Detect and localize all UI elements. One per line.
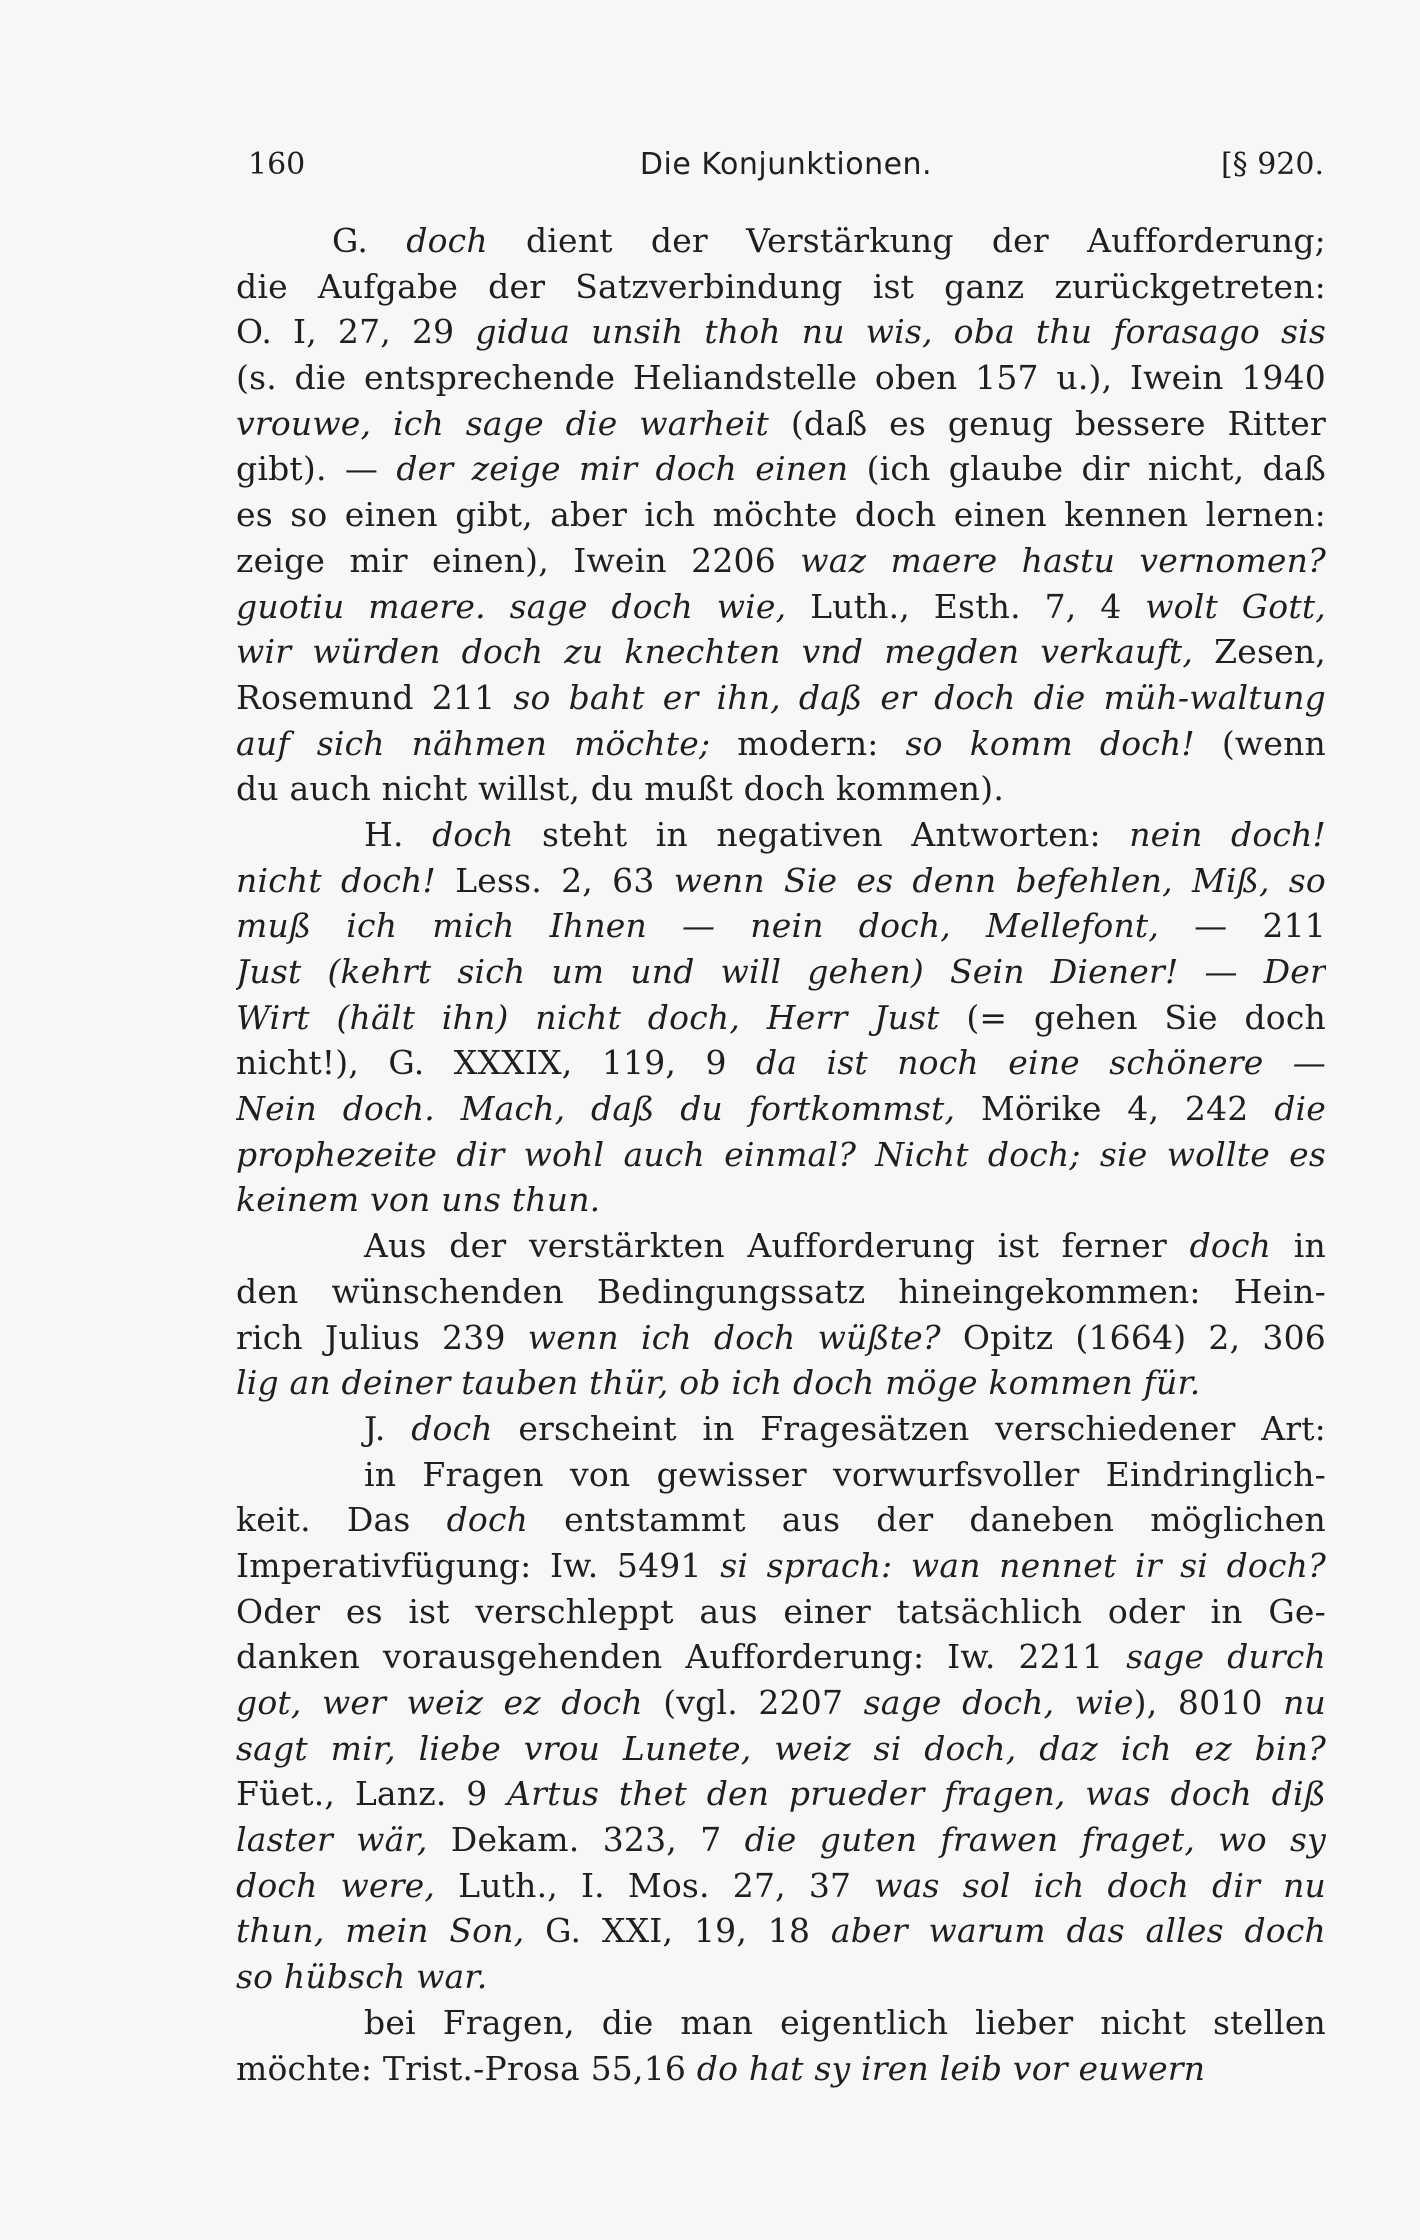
- text-line: [236, 1086, 1326, 1132]
- text-run: rich Julius 239: [236, 1317, 528, 1357]
- text-run: nicht!), G. XXXIX, 119, 9: [236, 1043, 756, 1083]
- text-run: in Fragen von gewisser vorwurfsvoller Eindringlich-: [364, 1454, 1326, 1494]
- text-line: [236, 1817, 1326, 1863]
- italic-quote: sage durch: [1126, 1637, 1326, 1677]
- text-line: [236, 1040, 1326, 1086]
- text-line: [236, 309, 1326, 355]
- italic-quote: prophezeite dir wohl auch einmal? Nicht doch; sie wollte es: [236, 1134, 1326, 1174]
- text-run: H.: [364, 814, 433, 854]
- text-run: (vgl. 2207: [642, 1683, 864, 1722]
- italic-quote: Just (kehrt sich um und will gehen) Sein Diener! — Der: [236, 952, 1326, 991]
- text-line: [236, 629, 1326, 675]
- text-line: [236, 721, 1326, 767]
- italic-quote: so komm doch!: [905, 723, 1195, 763]
- text-run: Luth., I. Mos. 27, 37: [435, 1865, 875, 1905]
- text-line: [236, 858, 1326, 904]
- text-run: Rosemund 211: [236, 677, 514, 717]
- text-line: [236, 1497, 1326, 1543]
- body-text: [236, 218, 1326, 2091]
- text-line: [236, 1954, 1326, 2000]
- text-line: [236, 1360, 1326, 1406]
- text-line: [236, 995, 1326, 1041]
- text-line: [236, 1406, 1326, 1452]
- text-run: in: [1271, 1226, 1326, 1266]
- italic-quote: Wirt (hält ihn) nicht doch, Herr Just: [236, 997, 940, 1037]
- italic-quote: sagt mir, liebe vrou Lunete, weiz si doch, daz ich ez bin?: [236, 1728, 1326, 1768]
- italic-quote: waz maere hastu vernomen?: [800, 540, 1326, 580]
- italic-quote: doch: [411, 1408, 493, 1448]
- text-run: Füet., Lanz. 9: [236, 1774, 508, 1814]
- italic-quote: der zeige mir doch einen: [396, 449, 849, 489]
- italic-quote: da ist noch eine schönere —: [755, 1043, 1326, 1083]
- text-run: möchte: Trist.-Prosa 55,16: [236, 2048, 697, 2088]
- italic-quote: Artus thet den prueder fragen, was doch diß: [507, 1774, 1326, 1814]
- text-line: [236, 1680, 1326, 1726]
- text-line: [236, 355, 1326, 401]
- text-run: die Aufgabe der Satzverbindung ist ganz zurückgetreten:: [236, 266, 1326, 306]
- text-line: [236, 675, 1326, 721]
- text-line: [236, 812, 1326, 858]
- text-run: Luth., Esth. 7, 4: [786, 586, 1146, 626]
- italic-quote: doch: [1189, 1226, 1272, 1266]
- text-run: (daß es genug bessere Ritter: [768, 403, 1326, 443]
- text-run: (s. die entsprechende Heliandstelle oben 157 u.), Iwein 1940: [236, 358, 1326, 398]
- text-run: — 211: [1159, 906, 1326, 946]
- text-line: [236, 903, 1326, 949]
- text-run: entstammt aus der daneben möglichen: [528, 1500, 1326, 1540]
- text-run: O. I, 27, 29: [236, 312, 476, 352]
- text-line: [236, 492, 1326, 538]
- italic-quote: wenn ich doch wüßte?: [527, 1317, 941, 1357]
- italic-quote: vrouwe, ich sage die warheit: [236, 403, 769, 443]
- italic-quote: nein doch!: [1129, 814, 1326, 854]
- text-run: Opitz (1664) 2, 306: [940, 1317, 1326, 1357]
- text-run: G. XXI, 19, 18: [524, 1911, 831, 1951]
- italic-quote: si sprach: wan nennet ir si doch?: [720, 1545, 1326, 1585]
- text-line: [236, 949, 1326, 995]
- italic-quote: guotiu maere. sage doch wie,: [236, 586, 787, 626]
- italic-quote: die: [1274, 1089, 1326, 1129]
- text-line: [236, 446, 1326, 492]
- italic-quote: wir würden doch zu knechten vnd megden verkauft,: [236, 632, 1194, 672]
- italic-quote: Nein doch. Mach, daß du fortkommst,: [236, 1089, 956, 1129]
- text-run: danken vorausgehenden Aufforderung: Iw. 2211: [236, 1637, 1127, 1677]
- text-line: [236, 1223, 1326, 1269]
- text-line: [236, 2046, 1326, 2092]
- text-line: [236, 1269, 1326, 1315]
- italic-quote: auf sich nähmen möchte;: [236, 723, 711, 763]
- text-run: zeige mir einen), Iwein 2206: [236, 540, 801, 580]
- text-run: steht in negativen Antworten:: [513, 814, 1130, 854]
- italic-quote: sage doch, wie: [863, 1683, 1134, 1722]
- text-run: gibt). —: [236, 449, 397, 489]
- text-run: keit. Das: [236, 1500, 447, 1540]
- section-marker: [§ 920.: [1220, 147, 1324, 182]
- italic-quote: doch: [446, 1500, 529, 1540]
- italic-quote: so baht er ihn, daß er doch die müh-waltung: [513, 677, 1326, 717]
- italic-quote: doch: [432, 814, 514, 854]
- page-number: 160: [248, 147, 306, 182]
- text-run: Dekam. 323, 7: [427, 1820, 745, 1860]
- text-run: Imperativfügung: Iw. 5491: [236, 1545, 721, 1585]
- text-line: [236, 218, 1326, 264]
- text-run: (ich glaube dir nicht, daß: [848, 449, 1326, 489]
- italic-quote: gidua unsih thoh nu wis, oba thu forasago sis: [475, 312, 1326, 352]
- text-line: [236, 2000, 1326, 2046]
- italic-quote: nu: [1283, 1683, 1326, 1722]
- text-run: ), 8010: [1133, 1683, 1284, 1722]
- text-run: Oder es ist verschleppt aus einer tatsächlich oder in Ge-: [236, 1591, 1326, 1631]
- text-run: den wünschenden Bedingungssatz hineingekommen: Hein-: [236, 1271, 1326, 1311]
- italic-quote: thun, mein Son,: [236, 1911, 525, 1951]
- italic-quote: aber warum das alles doch: [830, 1911, 1326, 1951]
- running-title: Die Konjunktionen.: [639, 147, 933, 182]
- text-run: G.: [332, 221, 407, 260]
- text-run: (= gehen Sie doch: [939, 997, 1326, 1037]
- italic-quote: doch were,: [236, 1865, 436, 1905]
- italic-quote: lig an deiner tauben thür, ob ich doch möge kommen für.: [236, 1363, 1201, 1403]
- text-line: [236, 1589, 1326, 1635]
- text-line: [236, 1863, 1326, 1909]
- text-run: Less. 2, 63: [435, 860, 674, 900]
- text-line: [236, 1908, 1326, 1954]
- text-run: J.: [364, 1408, 412, 1448]
- text-line: [236, 1177, 1326, 1223]
- text-line: [236, 401, 1326, 447]
- text-line: [236, 1726, 1326, 1772]
- italic-quote: was sol ich doch dir nu: [874, 1865, 1326, 1905]
- text-run: Mörike 4, 242: [955, 1089, 1275, 1129]
- italic-quote: wenn Sie es denn befehlen, Miß, so: [673, 860, 1326, 900]
- text-run: du auch nicht willst, du mußt doch kommen).: [236, 769, 1005, 809]
- italic-quote: wolt Gott,: [1145, 586, 1326, 626]
- text-line: [236, 766, 1326, 812]
- text-run: bei Fragen, die man eigentlich lieber nicht stellen: [364, 2002, 1326, 2042]
- italic-quote: so hübsch war.: [236, 1957, 488, 1997]
- text-run: Aus der verstärkten Aufforderung ist ferner: [364, 1226, 1190, 1266]
- text-line: [236, 1543, 1326, 1589]
- italic-quote: laster wär,: [236, 1820, 428, 1860]
- text-run: modern:: [710, 723, 906, 763]
- text-line: [236, 1315, 1326, 1361]
- italic-quote: muß ich mich Ihnen — nein doch, Mellefont,: [236, 906, 1160, 946]
- italic-quote: doch: [406, 221, 488, 260]
- italic-quote: keinem von uns thun.: [236, 1180, 601, 1220]
- text-line: [236, 538, 1326, 584]
- text-run: erscheint in Fragesätzen verschiedener Art:: [492, 1408, 1326, 1448]
- text-run: es so einen gibt, aber ich möchte doch einen kennen lernen:: [236, 495, 1326, 535]
- text-line: [236, 1132, 1326, 1178]
- running-header: [248, 140, 1324, 190]
- italic-quote: die guten frawen fraget, wo sy: [744, 1820, 1326, 1860]
- italic-quote: nicht doch!: [236, 860, 436, 900]
- text-line: [236, 584, 1326, 630]
- text-run: (wenn: [1194, 723, 1326, 763]
- italic-quote: do hat sy iren leib vor euwern: [696, 2048, 1206, 2088]
- text-run: dient der Verstärkung der Aufforderung;: [487, 221, 1326, 260]
- italic-quote: got, wer weiz ez doch: [236, 1683, 643, 1722]
- text-line: [236, 1771, 1326, 1817]
- text-run: Zesen,: [1193, 632, 1326, 672]
- text-line: [236, 264, 1326, 310]
- text-line: [236, 1452, 1326, 1498]
- text-line: [236, 1634, 1326, 1680]
